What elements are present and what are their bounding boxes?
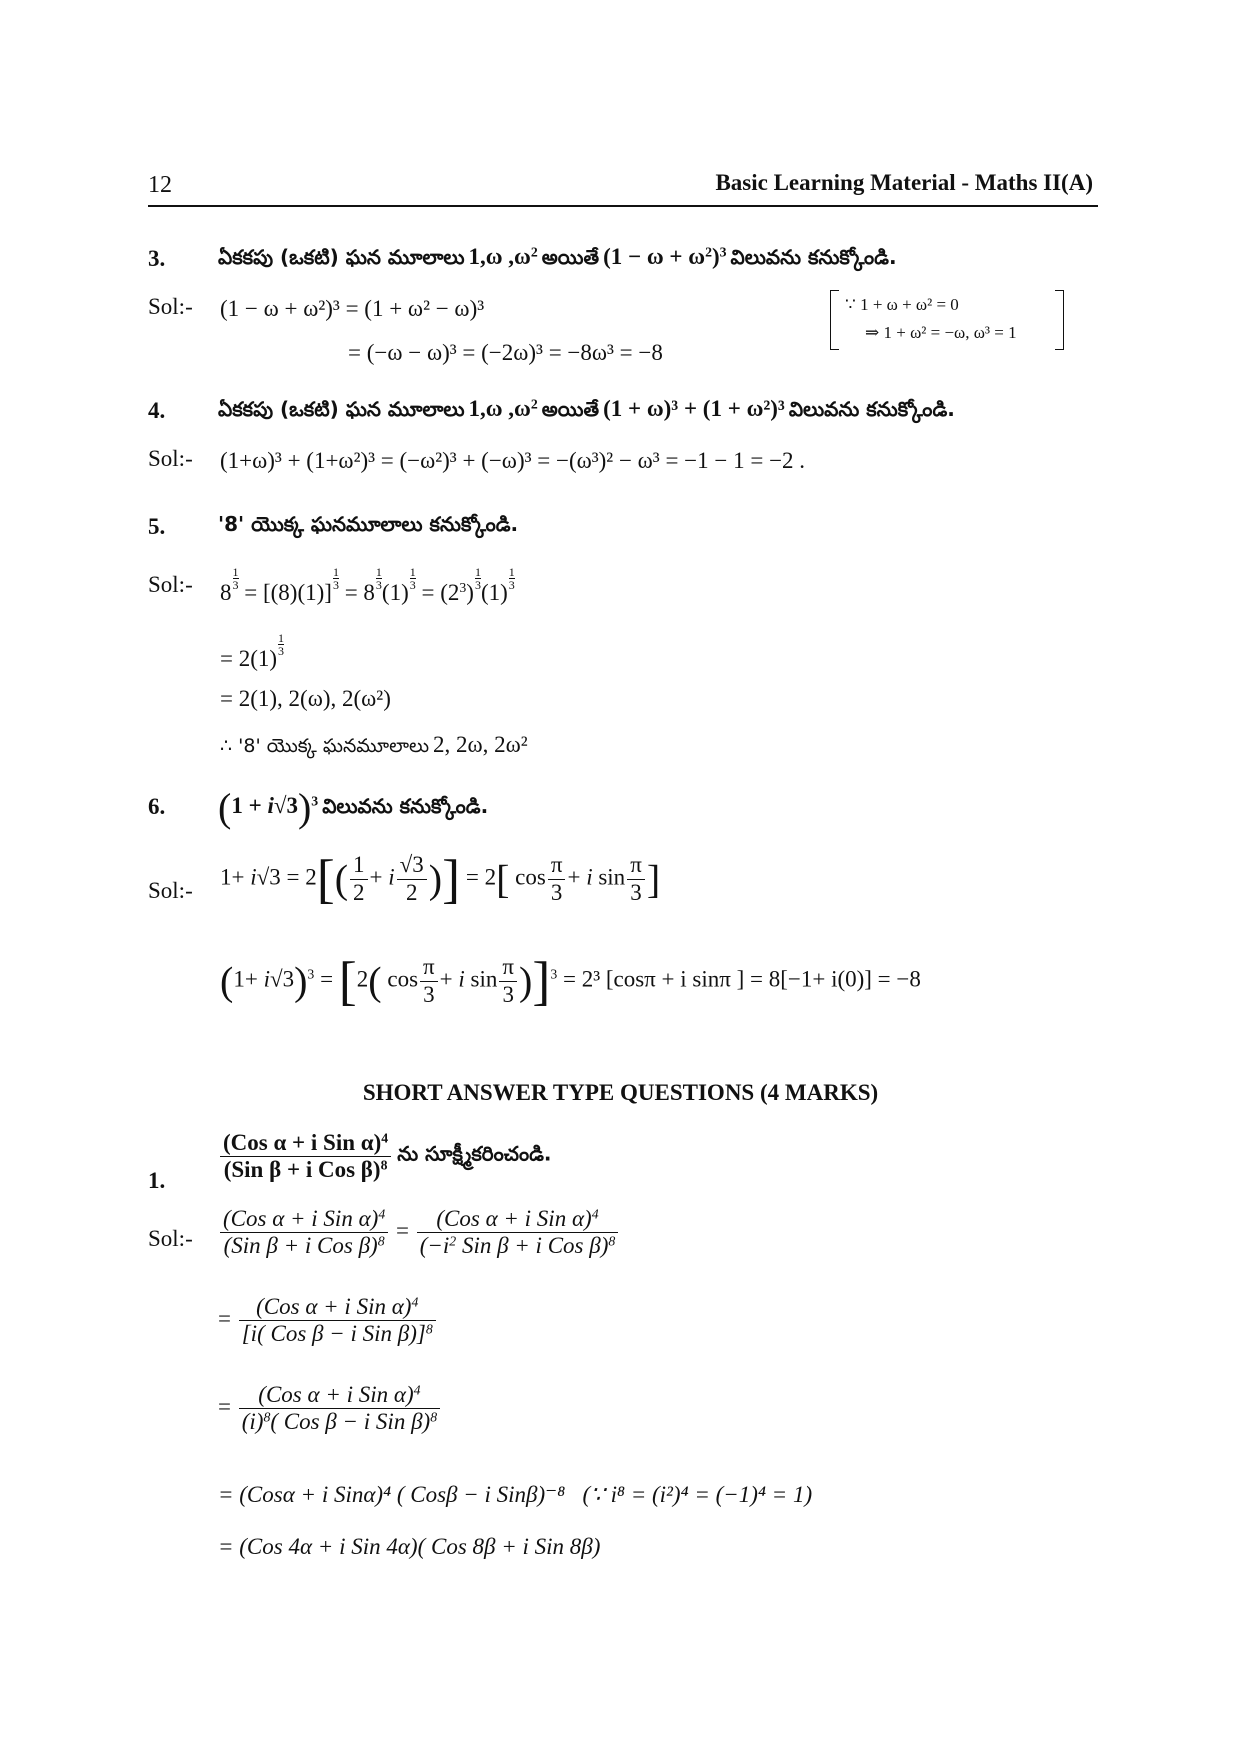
q4-text-c: విలువను కనుక్కోండి. [788,397,955,421]
sa1-text: ను సూక్ష్మీకరించండి. [397,1141,552,1166]
q3-line2: = (−ω − ω)³ = (−2ω)³ = −8ω³ = −8 [348,340,663,365]
sa1-step2: = $\frac{(Cos \alpha + i Sin \alpha)^4}{[i( Cos \beta - i Sin \beta)]^8}$ [218,1294,438,1348]
q5-text: '8' యొక్క ఘనమూలాలు కనుక్కోండి. [218,512,519,536]
q6-line2: $(1+ i√3)^3 = [2$( cos $\frac{\pi}{3}$ + i sin $\frac{\pi}{3}$ )]$^3$ = 2³ [cosπ + i sinπ ] = 8[−1+ i(0)] = −8 [220,951,921,1011]
q6-number: 6. [148,794,166,819]
sa1-step5: = (Cos 4α + i Sin 4α)( Cos 8β + i Sin 8β) [218,1534,601,1559]
q3-number: 3. [148,246,166,271]
page-number: 12 [148,172,172,198]
q5-line3: = 2(1), 2(ω), 2(ω²) [220,686,391,711]
q3-line1: (1 − ω + ω²)³ = (1 + ω² − ω)³ [220,296,485,321]
q4-number: 4. [148,398,166,423]
q5-line4 [220,732,528,762]
q4-line1: (1+ω)³ + (1+ω²)³ = (−ω²)³ + (−ω)³ = −(ω³)² − ω³ = −1 − 1 = −2 . [220,448,806,473]
sa1-question [218,1130,552,1184]
sa1-fraction: $\frac{(Cos \alpha + i Sin \alpha)^4}{(Sin \beta + i Cos \beta)^8}$ [220,1130,391,1184]
q6-text: విలువను కనుక్కోండి. [322,793,489,818]
q4-question [218,396,955,426]
sa1-step4: = (Cosα + i Sinα)⁴ ( Cosβ − i Sinβ)⁻⁸ (∵ i⁸ = (i²)⁴ = (−1)⁴ = 1) [218,1482,813,1507]
header-title: Basic Learning Material - Maths II(A) [715,170,1093,195]
q3-note-box [830,290,1064,350]
q5-line2: = 2(1) $\frac{1}{3}$ [220,631,285,671]
q3-text-b: అయితే [541,245,600,269]
q4-expr: (1 + ω)³ + (1 + ω²)³ [603,396,785,421]
q3-text-a: ఏకకపు (ఒకటి) ఘన మూలాలు [218,245,465,269]
q3-note1: ∵ 1 + ω + ω² = 0 [845,295,959,314]
q3-question [218,244,897,274]
sa1-sol-label: Sol:- [148,1226,193,1251]
q5-line4-prefix: ∴ '8' యొక్క ఘనమూలాలు [220,735,430,757]
q3-text-c: విలువను కనుక్కోండి. [730,245,897,269]
q5-line1: 8 $\frac{1}{3}$ = [(8)(1)] $\frac{1}{3}$ = 8 $\frac{1}{3}$ (1) $\frac{1}{3}$ = $(2^3)$ $\frac{1}{3}$ (1) $\frac{1}{3}$ [220,565,515,605]
q6-line2-result: = 2³ [cosπ + i sinπ ] = 8[−1+ i(0)] = −8 [562,966,921,992]
q3-expr: $(1 - \omega + \omega^2)^3$ [603,244,727,269]
q4-roots: 1,ω $,\omega^2$ [468,396,538,421]
q6-expr: $(1 + i√3)^3$ [218,785,319,830]
section-title: SHORT ANSWER TYPE QUESTIONS (4 MARKS) [362,1080,879,1105]
header-rule [148,205,1098,207]
q5-number: 5. [148,514,166,539]
q6-line1: 1+ i√3 = 2[( $\frac{1}{2}$ + i $\frac{√3}{2}$ )] = 2[ cos $\frac{\pi}{3}$ + i sin $\frac{\pi}{3}$ ] [220,849,661,909]
q3-roots: 1,ω $,\omega^2$ [468,244,538,269]
q6-sol-label: Sol:- [148,878,193,903]
q5-sol-label: Sol:- [148,572,193,597]
q5-line4-values: 2, 2ω, 2ω² [433,732,528,757]
q4-text-a: ఏకకపు (ఒకటి) ఘన మూలాలు [218,397,465,421]
sa1-step4-note: (∵ i⁸ = (i²)⁴ = (−1)⁴ = 1) [582,1482,813,1507]
q4-text-b: అయితే [541,397,600,421]
q4-sol-label: Sol:- [148,446,193,471]
sa1-number: 1. [148,1168,166,1193]
sa1-step1: $\frac{(Cos \alpha + i Sin \alpha)^4}{(Sin \beta + i Cos \beta)^8}$ = $\frac{(Cos \alpha + i Sin \alpha)^4}{(-i^2 Sin \beta + i Cos \beta)^8}$ [218,1206,620,1260]
q6-question [218,784,488,831]
q3-sol-label: Sol:- [148,294,193,319]
q3-note2: ⇒ 1 + ω² = −ω, ω³ = 1 [865,323,1017,342]
sa1-step3: = $\frac{(Cos \alpha + i Sin \alpha)^4}{(i)^8( Cos \beta - i Sin \beta)^8}$ [218,1382,442,1436]
